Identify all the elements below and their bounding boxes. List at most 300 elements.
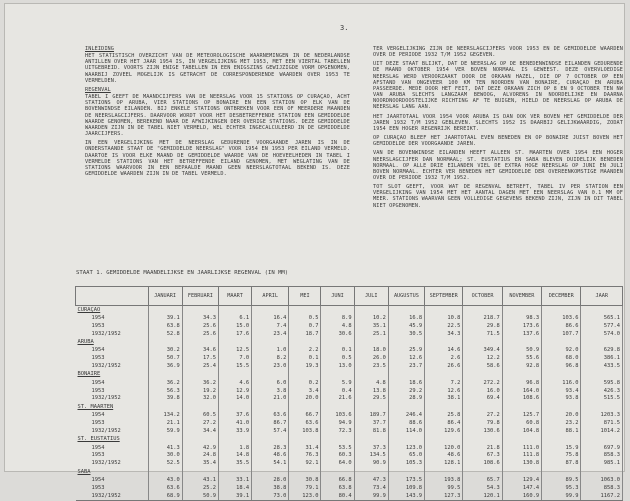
value-cell: 66.7 bbox=[289, 412, 321, 420]
value-cell: 36.2 bbox=[148, 380, 182, 388]
value-cell: 20.0 bbox=[542, 412, 581, 420]
empty-cell bbox=[502, 436, 541, 445]
value-cell: 1203.3 bbox=[581, 412, 623, 420]
table-row bbox=[76, 452, 623, 460]
value-cell: 81.8 bbox=[354, 428, 388, 436]
value-cell: 28.9 bbox=[388, 395, 424, 403]
value-cell: 34.3 bbox=[425, 331, 463, 339]
value-cell: 56.3 bbox=[148, 388, 182, 396]
value-cell: 0.5 bbox=[289, 315, 321, 323]
value-cell: 103.8 bbox=[289, 428, 321, 436]
value-cell: 25.6 bbox=[182, 331, 218, 339]
value-cell: 63.6 bbox=[289, 420, 321, 428]
value-cell: 17.6 bbox=[218, 331, 251, 339]
value-cell: 7.2 bbox=[425, 380, 463, 388]
value-cell: 130.8 bbox=[502, 460, 541, 468]
regenval-paragraph-2: IN EEN VERGELIJKING MET DE NEERSLAG GEDURENDE VOORGAANDE JAREN IS IN DE ONDERSTAANDE STAAT DE "GEMIDDELDE NEERSLAG" VOOR 1954 EN 1953 PER EILAND VERMELD. DAARTOE IS VOOR ELKE MAAND DE GEMIDDELDE WAARDE VAN DE HOEVEELHEDEN IN TABEL I VERMELDE STATIONS VAN HET BETREFFENDE EILAND GENOMEN, MET WEGLATING VAN DE STATIONS WAARVOOR IN EEN BEPAALDE MAAND GEEN NEERSLAGTOTAAL BEKEND IS. DEZE GEMIDDELDE WAARDEN ZIJN IN DE TABEL VERMELD. bbox=[85, 140, 350, 177]
value-cell: 2.2 bbox=[289, 347, 321, 355]
year-label: 1954 bbox=[91, 476, 105, 483]
value-cell: 103.6 bbox=[542, 315, 581, 323]
empty-cell bbox=[182, 306, 218, 316]
empty-cell bbox=[218, 306, 251, 316]
value-cell: 0.7 bbox=[289, 323, 321, 331]
empty-cell bbox=[463, 371, 502, 380]
value-cell: 134.5 bbox=[354, 452, 388, 460]
value-cell: 52.5 bbox=[148, 460, 182, 468]
empty-cell bbox=[148, 436, 182, 445]
value-cell: 29.2 bbox=[388, 388, 424, 396]
value-cell: 88.6 bbox=[388, 420, 424, 428]
year-label: 1954 bbox=[91, 347, 105, 354]
value-cell: 35.1 bbox=[354, 323, 388, 331]
value-cell: 18.7 bbox=[289, 331, 321, 339]
island-row bbox=[76, 338, 623, 347]
empty-cell bbox=[581, 371, 623, 380]
value-cell: 1.8 bbox=[218, 445, 251, 453]
empty-cell bbox=[252, 403, 289, 412]
empty-cell bbox=[425, 371, 463, 380]
value-cell: 68.0 bbox=[542, 355, 581, 363]
empty-cell bbox=[581, 436, 623, 445]
value-cell: 27.2 bbox=[463, 412, 502, 420]
value-cell: 108.6 bbox=[463, 460, 502, 468]
page-number: 3. bbox=[340, 24, 349, 32]
value-cell: 41.0 bbox=[218, 420, 251, 428]
value-cell: 39.8 bbox=[148, 395, 182, 403]
value-cell: 25.4 bbox=[182, 363, 218, 371]
value-cell: 38.1 bbox=[425, 395, 463, 403]
table-row bbox=[76, 485, 623, 493]
table-row bbox=[76, 460, 623, 468]
value-cell: 59.9 bbox=[148, 428, 182, 436]
empty-cell bbox=[388, 371, 424, 380]
value-cell: 63.6 bbox=[252, 412, 289, 420]
value-cell: 37.7 bbox=[354, 420, 388, 428]
value-cell: 17.5 bbox=[182, 355, 218, 363]
value-cell: 33.9 bbox=[218, 428, 251, 436]
empty-cell bbox=[289, 403, 321, 412]
value-cell: 35.4 bbox=[182, 460, 218, 468]
value-cell: 25.2 bbox=[182, 485, 218, 493]
right-paragraph-4: OP CURAÇAO BLEEF HET JAARTOTAAL EVEN BENEDEN EN OP BONAIRE JUIST BOVEN HET GEMIDDELDE DER VOORGAANDE JAREN. bbox=[373, 135, 623, 148]
value-cell: 871.5 bbox=[581, 420, 623, 428]
value-cell: 105.3 bbox=[388, 460, 424, 468]
value-cell: 1.0 bbox=[252, 347, 289, 355]
value-cell: 109.8 bbox=[388, 485, 424, 493]
value-cell: 57.4 bbox=[252, 428, 289, 436]
value-cell: 565.1 bbox=[581, 315, 623, 323]
value-cell: 98.3 bbox=[502, 315, 541, 323]
value-cell: 120.1 bbox=[463, 493, 502, 501]
value-cell: 13.0 bbox=[321, 363, 354, 371]
value-cell: 272.2 bbox=[463, 380, 502, 388]
empty-cell bbox=[388, 436, 424, 445]
value-cell: 128.1 bbox=[425, 460, 463, 468]
table-row bbox=[76, 323, 623, 331]
value-cell: 104.8 bbox=[502, 428, 541, 436]
value-cell: 629.8 bbox=[581, 347, 623, 355]
value-cell: 34.3 bbox=[182, 315, 218, 323]
value-cell: 173.6 bbox=[502, 323, 541, 331]
empty-cell bbox=[182, 436, 218, 445]
value-cell: 94.9 bbox=[321, 420, 354, 428]
right-paragraph-1: TER VERGELIJKING ZIJN DE NEERSLAGCIJFERS VOOR 1953 EN DE GEMIDDELDE WAARDEN OVER DE PERIODE 1932 T/M 1952 GEGEVEN. bbox=[373, 46, 623, 59]
value-cell: 54.1 bbox=[252, 460, 289, 468]
year-label: 1932/1952 bbox=[91, 395, 121, 402]
value-cell: 28.3 bbox=[252, 445, 289, 453]
table-row bbox=[76, 420, 623, 428]
section-heading-regenval: REGENVAL bbox=[85, 86, 111, 93]
value-cell: 160.9 bbox=[502, 493, 541, 501]
value-cell: 86.6 bbox=[542, 323, 581, 331]
value-cell: 15.9 bbox=[542, 445, 581, 453]
island-name: CURAÇAO bbox=[77, 306, 101, 313]
value-cell: 30.5 bbox=[388, 331, 424, 339]
value-cell: 25.1 bbox=[354, 331, 388, 339]
value-cell: 10.8 bbox=[425, 315, 463, 323]
value-cell: 39.1 bbox=[148, 315, 182, 323]
value-cell: 86.7 bbox=[252, 420, 289, 428]
value-cell: 96.8 bbox=[542, 363, 581, 371]
col-header: JANUARI bbox=[148, 287, 182, 306]
value-cell: 19.3 bbox=[289, 363, 321, 371]
value-cell: 41.3 bbox=[148, 445, 182, 453]
value-cell: 246.4 bbox=[388, 412, 424, 420]
value-cell: 96.8 bbox=[502, 380, 541, 388]
value-cell: 95.3 bbox=[542, 485, 581, 493]
table-row bbox=[76, 388, 623, 396]
table-row bbox=[76, 331, 623, 339]
year-label: 1953 bbox=[91, 484, 105, 491]
value-cell: 23.7 bbox=[388, 363, 424, 371]
value-cell: 8.2 bbox=[252, 355, 289, 363]
value-cell: 29.5 bbox=[354, 395, 388, 403]
value-cell: 99.9 bbox=[542, 493, 581, 501]
value-cell: 67.3 bbox=[463, 452, 502, 460]
value-cell: 35.5 bbox=[218, 460, 251, 468]
value-cell: 50.9 bbox=[502, 347, 541, 355]
value-cell: 6.0 bbox=[252, 380, 289, 388]
value-cell: 99.5 bbox=[425, 485, 463, 493]
value-cell: 39.1 bbox=[218, 493, 251, 501]
empty-cell bbox=[252, 371, 289, 380]
value-cell: 90.9 bbox=[354, 460, 388, 468]
left-text-column bbox=[85, 46, 350, 180]
empty-cell bbox=[289, 338, 321, 347]
value-cell: 63.6 bbox=[148, 485, 182, 493]
col-header: APRIL bbox=[252, 287, 289, 306]
island-row bbox=[76, 371, 623, 380]
table-row bbox=[76, 477, 623, 485]
table-row bbox=[76, 347, 623, 355]
table-row bbox=[76, 363, 623, 371]
value-cell: 4.6 bbox=[218, 380, 251, 388]
value-cell: 111.0 bbox=[502, 445, 541, 453]
value-cell: 28.0 bbox=[252, 477, 289, 485]
empty-cell bbox=[182, 338, 218, 347]
empty-cell bbox=[148, 403, 182, 412]
value-cell: 26.0 bbox=[354, 355, 388, 363]
value-cell: 123.0 bbox=[388, 445, 424, 453]
value-cell: 173.5 bbox=[388, 477, 424, 485]
col-header: FEBRUARI bbox=[182, 287, 218, 306]
value-cell: 3.8 bbox=[252, 388, 289, 396]
value-cell: 134.2 bbox=[148, 412, 182, 420]
header-label-blank bbox=[76, 287, 149, 306]
value-cell: 43.0 bbox=[148, 477, 182, 485]
value-cell: 38.8 bbox=[252, 485, 289, 493]
col-header: JAAR bbox=[581, 287, 623, 306]
table-row bbox=[76, 428, 623, 436]
value-cell: 12.5 bbox=[218, 347, 251, 355]
value-cell: 697.9 bbox=[581, 445, 623, 453]
year-label: 1954 bbox=[91, 379, 105, 386]
empty-cell bbox=[218, 338, 251, 347]
value-cell: 58.6 bbox=[463, 363, 502, 371]
value-cell: 21.1 bbox=[148, 420, 182, 428]
empty-cell bbox=[354, 436, 388, 445]
table-row bbox=[76, 395, 623, 403]
value-cell: 4.8 bbox=[354, 380, 388, 388]
col-header: SEPTEMBER bbox=[425, 287, 463, 306]
value-cell: 88.1 bbox=[542, 428, 581, 436]
year-label: 1953 bbox=[91, 355, 105, 362]
value-cell: 93.8 bbox=[542, 395, 581, 403]
empty-cell bbox=[502, 371, 541, 380]
value-cell: 60.5 bbox=[182, 412, 218, 420]
value-cell: 3.4 bbox=[289, 388, 321, 396]
value-cell: 858.3 bbox=[581, 485, 623, 493]
island-name: ARUBA bbox=[77, 338, 94, 345]
col-header: JULI bbox=[354, 287, 388, 306]
empty-cell bbox=[542, 338, 581, 347]
value-cell: 120.0 bbox=[425, 445, 463, 453]
value-cell: 76.3 bbox=[289, 452, 321, 460]
value-cell: 14.8 bbox=[218, 452, 251, 460]
value-cell: 15.0 bbox=[218, 323, 251, 331]
empty-cell bbox=[321, 371, 354, 380]
value-cell: 68.9 bbox=[148, 493, 182, 501]
value-cell: 116.0 bbox=[542, 380, 581, 388]
value-cell: 60.8 bbox=[502, 420, 541, 428]
value-cell: 79.8 bbox=[463, 420, 502, 428]
value-cell: 858.3 bbox=[581, 452, 623, 460]
value-cell: 577.4 bbox=[581, 323, 623, 331]
value-cell: 349.4 bbox=[463, 347, 502, 355]
empty-cell bbox=[148, 338, 182, 347]
empty-cell bbox=[581, 338, 623, 347]
empty-cell bbox=[289, 371, 321, 380]
value-cell: 7.4 bbox=[252, 323, 289, 331]
value-cell: 36.2 bbox=[182, 380, 218, 388]
value-cell: 426.3 bbox=[581, 388, 623, 396]
value-cell: 21.0 bbox=[252, 395, 289, 403]
value-cell: 129.4 bbox=[502, 477, 541, 485]
empty-cell bbox=[542, 403, 581, 412]
value-cell: 37.6 bbox=[218, 412, 251, 420]
col-header: NOVEMBER bbox=[502, 287, 541, 306]
value-cell: 16.4 bbox=[252, 315, 289, 323]
value-cell: 52.8 bbox=[148, 331, 182, 339]
empty-cell bbox=[502, 306, 541, 316]
right-paragraph-2: UIT DEZE STAAT BLIJKT, DAT DE NEERSLAG OP DE BENEDENWINDSE EILANDEN GEDURENDE DE MAAND OKTOBER 1954 VER BOVEN NORMAAL IS GEWEEST. DEZE OVERVLOEDIGE NEERSLAG WERD VEROORZAAKT DOOR DE ORKAAN HAZEL, DIE OP 7 OCTOBER OP EEN AFSTAND VAN ONGEVEER 100 KM TEN NOORDEN VAN BONAIRE, CURAÇAO EN ARUBA PASSEERDE. MEDE DOOR HET FEIT, DAT DEZE ORKAAN ZICH OP 8 EN 9 OCTOBER TEN NW VAN ARUBA SLECHTS LANGZAAM BEWOOG, ALVORENS IN NOORDELIJKE EN DAARNA NOORDNOORDOOSTELIJKE RICHTING AF TE BUIGEN, HIELD DE NEERSLAG OP ARUBA DE NEERSLAG LANG AAN. bbox=[373, 61, 623, 111]
value-cell: 18.0 bbox=[354, 347, 388, 355]
value-cell: 7.0 bbox=[218, 355, 251, 363]
value-cell: 30.2 bbox=[148, 347, 182, 355]
empty-cell bbox=[354, 338, 388, 347]
value-cell: 80.4 bbox=[321, 493, 354, 501]
col-header: MEI bbox=[289, 287, 321, 306]
value-cell: 13.8 bbox=[354, 388, 388, 396]
value-cell: 86.4 bbox=[425, 420, 463, 428]
value-cell: 23.4 bbox=[252, 331, 289, 339]
value-cell: 50.7 bbox=[148, 355, 182, 363]
value-cell: 93.4 bbox=[542, 388, 581, 396]
value-cell: 193.8 bbox=[425, 477, 463, 485]
empty-cell bbox=[425, 436, 463, 445]
value-cell: 1063.0 bbox=[581, 477, 623, 485]
value-cell: 27.2 bbox=[182, 420, 218, 428]
intro-paragraph: HET STATISTISCH OVERZICHT VAN DE METEOROLOGISCHE WAARNEMINGEN IN DE NEDERLANDSE ANTILLEN OVER HET JAAR 1954 IS, IN VERGELIJKING MET 1953, MET EEN VIERTAL TABELLEN UITGEBREID. VOORTS ZIJN ENIGE TABELLEN IN EEN ENIGSZINS GEWIJZIGDE VORM OPGENOMEN, WAARBIJ ZOVEEL MOGELIJK IS GETRACHT DE CORRESPONDERENDE WAARDEN OVER 1953 TE VERMELDEN. bbox=[85, 53, 350, 84]
value-cell: 24.8 bbox=[182, 452, 218, 460]
table-row bbox=[76, 315, 623, 323]
empty-cell bbox=[542, 371, 581, 380]
value-cell: 34.4 bbox=[182, 428, 218, 436]
island-row bbox=[76, 306, 623, 316]
year-label: 1932/1952 bbox=[76, 493, 149, 501]
empty-cell bbox=[542, 436, 581, 445]
value-cell: 47.3 bbox=[354, 477, 388, 485]
value-cell: 65.0 bbox=[388, 452, 424, 460]
value-cell: 60.3 bbox=[321, 452, 354, 460]
empty-cell bbox=[289, 436, 321, 445]
value-cell: 164.0 bbox=[502, 388, 541, 396]
value-cell: 0.4 bbox=[321, 388, 354, 396]
empty-cell bbox=[502, 338, 541, 347]
value-cell: 6.1 bbox=[218, 315, 251, 323]
value-cell: 12.6 bbox=[425, 388, 463, 396]
rainfall-table bbox=[75, 286, 623, 501]
value-cell: 1014.2 bbox=[581, 428, 623, 436]
year-label: 1954 bbox=[91, 412, 105, 419]
right-paragraph-3: HET JAARTOTAAL VOOR 1954 VOOR ARUBA IS DAN OOK VER BOVEN HET GEMIDDELDE DER JAREN 1932 T/M 1952 GEBLEVEN. SLECHTS 1952 IS DAARBIJ GELIJKWAARDIG, ZODAT 1954 EEN HOGER REGENRIJK BEREIKT. bbox=[373, 113, 623, 132]
col-header: MAART bbox=[218, 287, 251, 306]
empty-cell bbox=[388, 403, 424, 412]
value-cell: 16.0 bbox=[463, 388, 502, 396]
empty-cell bbox=[425, 338, 463, 347]
value-cell: 89.5 bbox=[542, 477, 581, 485]
value-cell: 143.9 bbox=[388, 493, 424, 501]
empty-cell bbox=[321, 306, 354, 316]
value-cell: 15.5 bbox=[218, 363, 251, 371]
empty-cell bbox=[354, 403, 388, 412]
empty-cell bbox=[581, 306, 623, 316]
value-cell: 63.8 bbox=[321, 485, 354, 493]
value-cell: 25.8 bbox=[425, 412, 463, 420]
value-cell: 574.0 bbox=[581, 331, 623, 339]
value-cell: 23.5 bbox=[354, 363, 388, 371]
table-body bbox=[76, 306, 623, 501]
empty-cell bbox=[581, 403, 623, 412]
section-heading-inleiding: INLEIDING bbox=[85, 46, 115, 52]
value-cell: 2.6 bbox=[425, 355, 463, 363]
right-paragraph-6: TOT SLOT GEEFT, VOOR WAT DE REGENVAL BETREFT, TABEL IV PER STATION EEN VERGELIJKING VAN 1954 MET HET AANTAL DAGEN MET EEN NEERSLAG VAN 0.1 MM OF MEER. STATIONS WAARVAN GEEN VOLLEDIGE GEGEVENS BEKEND ZIJN, ZIJN IN DIT TABEL NIET OPGENOMEN. bbox=[373, 184, 623, 209]
empty-cell bbox=[321, 403, 354, 412]
value-cell: 45.9 bbox=[388, 323, 424, 331]
value-cell: 30.0 bbox=[148, 452, 182, 460]
table-row bbox=[76, 445, 623, 453]
empty-cell bbox=[252, 436, 289, 445]
value-cell: 137.6 bbox=[502, 331, 541, 339]
empty-cell bbox=[182, 371, 218, 380]
island-row bbox=[76, 436, 623, 445]
value-cell: 22.5 bbox=[425, 323, 463, 331]
value-cell: 92.0 bbox=[542, 347, 581, 355]
value-cell: 21.8 bbox=[463, 445, 502, 453]
year-label: 1932/1952 bbox=[91, 427, 121, 434]
empty-cell bbox=[321, 338, 354, 347]
empty-cell bbox=[425, 403, 463, 412]
value-cell: 69.4 bbox=[463, 395, 502, 403]
empty-cell bbox=[321, 436, 354, 445]
value-cell: 25.9 bbox=[388, 347, 424, 355]
value-cell: 25.6 bbox=[182, 323, 218, 331]
value-cell: 23.0 bbox=[252, 363, 289, 371]
value-cell: 66.8 bbox=[321, 477, 354, 485]
value-cell: 19.2 bbox=[182, 388, 218, 396]
empty-cell bbox=[354, 306, 388, 316]
year-label: 1953 bbox=[91, 387, 105, 394]
table-row bbox=[76, 493, 623, 501]
value-cell: 0.5 bbox=[321, 355, 354, 363]
value-cell: 54.3 bbox=[463, 485, 502, 493]
table-row bbox=[76, 355, 623, 363]
year-label: 1932/1952 bbox=[91, 330, 121, 337]
value-cell: 1167.2 bbox=[581, 493, 623, 501]
empty-cell bbox=[218, 436, 251, 445]
value-cell: 64.0 bbox=[321, 460, 354, 468]
empty-cell bbox=[218, 371, 251, 380]
year-label: 1932/1952 bbox=[91, 460, 121, 467]
empty-cell bbox=[388, 306, 424, 316]
value-cell: 16.8 bbox=[388, 315, 424, 323]
island-name: SABA bbox=[77, 468, 91, 475]
value-cell: 29.8 bbox=[463, 323, 502, 331]
empty-cell bbox=[502, 403, 541, 412]
value-cell: 20.0 bbox=[289, 395, 321, 403]
value-cell: 21.6 bbox=[321, 395, 354, 403]
empty-cell bbox=[252, 306, 289, 316]
col-header: DECEMBER bbox=[542, 287, 581, 306]
value-cell: 12.2 bbox=[463, 355, 502, 363]
value-cell: 147.4 bbox=[502, 485, 541, 493]
empty-cell bbox=[463, 403, 502, 412]
empty-cell bbox=[542, 306, 581, 316]
value-cell: 14.6 bbox=[425, 347, 463, 355]
value-cell: 595.8 bbox=[581, 380, 623, 388]
value-cell: 34.6 bbox=[182, 347, 218, 355]
island-name: ST. EUSTATIUS bbox=[77, 436, 120, 443]
value-cell: 30.6 bbox=[321, 331, 354, 339]
empty-cell bbox=[182, 403, 218, 412]
value-cell: 99.9 bbox=[354, 493, 388, 501]
value-cell: 71.5 bbox=[463, 331, 502, 339]
table-row bbox=[76, 380, 623, 388]
value-cell: 32.0 bbox=[182, 395, 218, 403]
value-cell: 63.8 bbox=[148, 323, 182, 331]
value-cell: 0.1 bbox=[321, 347, 354, 355]
value-cell: 386.1 bbox=[581, 355, 623, 363]
